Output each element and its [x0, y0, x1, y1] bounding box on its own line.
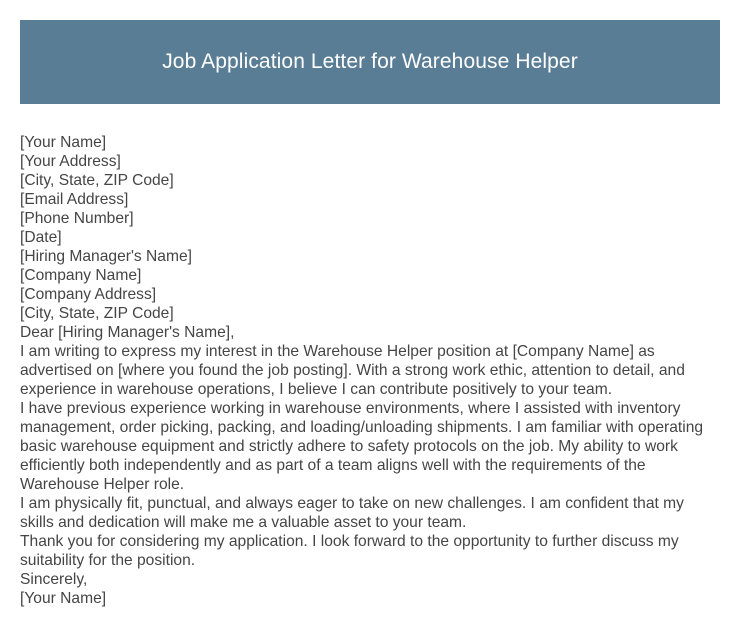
recipient-name: [Hiring Manager's Name]	[20, 248, 192, 265]
paragraph-intro: I am writing to express my interest in the Warehouse Helper position at [Company Name] as advertised on [where you found the job posting]. With a strong work ethic, attention to detail, and experience in warehouse operations, I believe I can contribute positively to your team.	[20, 343, 685, 398]
page-title: Job Application Letter for Warehouse Helper	[162, 50, 578, 73]
paragraph-qualities: I am physically fit, punctual, and always eager to take on new challenges. I am confident that my skills and dedication will make me a valuable asset to your team.	[20, 495, 684, 531]
sender-address: [Your Address]	[20, 153, 121, 170]
sender-name: [Your Name]	[20, 134, 107, 151]
paragraph-experience: I have previous experience working in warehouse environments, where I assisted with inventory management, order picking, packing, and loading/unloading shipments. I am familiar with operating basic warehouse equipment and strictly adhere to safety protocols on the job. My ability to work efficiently both independently and as part of a team aligns well with the requirements of the Warehouse Helper role.	[20, 400, 704, 493]
header-banner	[20, 20, 720, 104]
letter-date: [Date]	[20, 229, 62, 246]
recipient-company: [Company Name]	[20, 267, 142, 284]
salutation: Dear [Hiring Manager's Name],	[20, 324, 235, 341]
recipient-company-address: [Company Address]	[20, 286, 157, 303]
sender-phone: [Phone Number]	[20, 210, 134, 227]
sender-city-state-zip: [City, State, ZIP Code]	[20, 172, 174, 189]
closing: Sincerely,	[20, 571, 88, 588]
paragraph-thanks: Thank you for considering my application. I look forward to the opportunity to further discuss my suitability for the position.	[20, 533, 679, 569]
signature: [Your Name]	[20, 590, 107, 607]
recipient-city-state-zip: [City, State, ZIP Code]	[20, 305, 174, 322]
sender-email: [Email Address]	[20, 191, 129, 208]
letter-body	[20, 133, 720, 608]
